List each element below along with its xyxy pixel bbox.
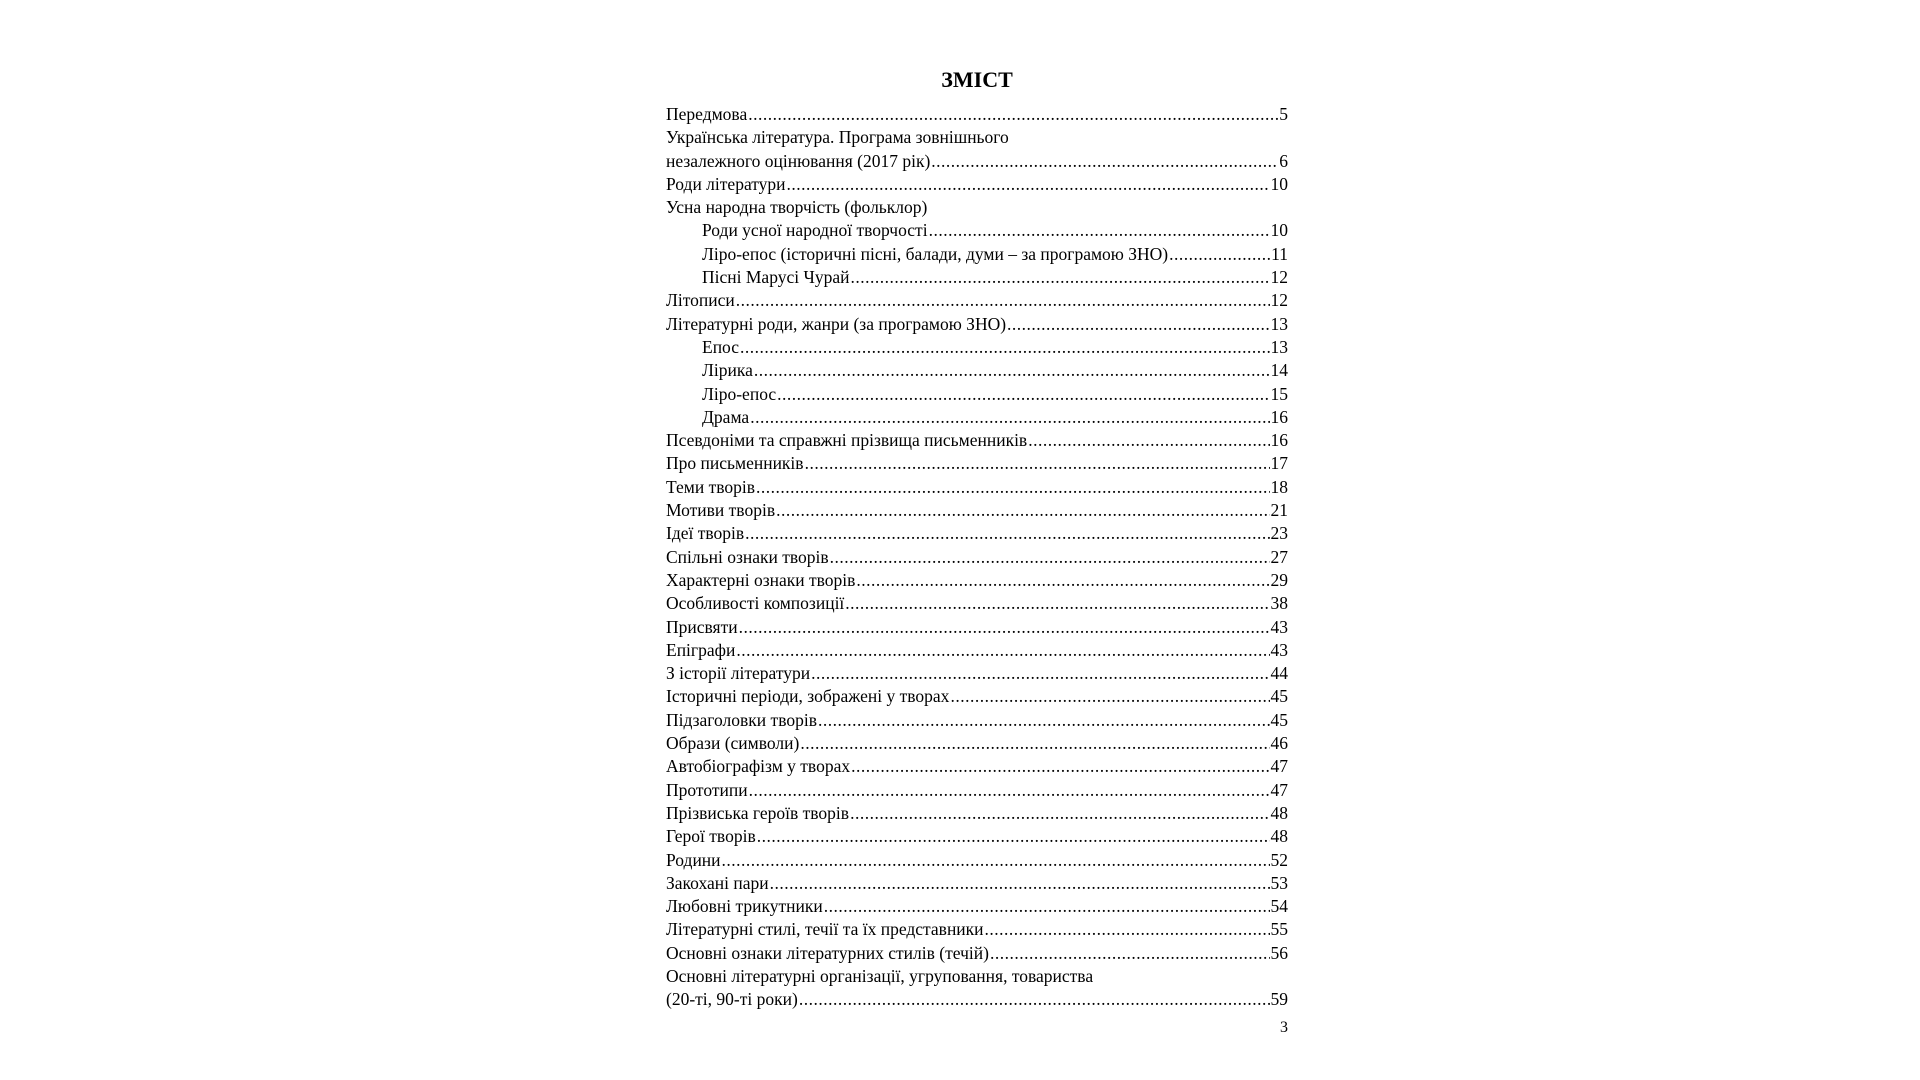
toc-entry-title: Герої творів	[666, 826, 756, 847]
toc-entry	[666, 499, 1288, 522]
toc-entry-page: 43	[1270, 639, 1288, 660]
toc-entry-page: 59	[1270, 989, 1288, 1010]
toc-entry-page: 10	[1270, 173, 1288, 194]
toc-entry	[666, 802, 1288, 825]
toc-entry-title: Літописи	[666, 290, 735, 311]
toc-entry-title: Родини	[666, 849, 721, 870]
toc-dot-leader	[845, 592, 1269, 615]
toc-entry-page: 56	[1270, 942, 1288, 963]
toc-entry-title: Прототипи	[666, 779, 748, 800]
toc-dot-leader	[754, 359, 1270, 382]
toc-entry	[666, 476, 1288, 499]
toc-entry-title: Літературні роди, жанри (за програмою ЗНО)	[666, 313, 1007, 334]
toc-entry-title: (20-ті, 90-ті роки)	[666, 989, 798, 1010]
toc-entry	[666, 429, 1288, 452]
toc-entry-title: Лірика	[702, 360, 753, 381]
toc-dot-leader	[824, 895, 1270, 918]
toc-entry-title: Епос	[702, 336, 740, 357]
toc-entry-page: 47	[1270, 779, 1288, 800]
toc-dot-leader	[950, 685, 1269, 708]
toc-entry-title: Пісні Марусі Чурай	[702, 267, 850, 288]
toc-dot-leader	[850, 802, 1269, 825]
toc-dot-leader	[750, 406, 1269, 429]
toc-entry-page: 45	[1270, 686, 1288, 707]
toc-entry-page: 23	[1270, 523, 1288, 544]
page-number: 3	[1280, 1019, 1288, 1036]
toc-entry-title: Роди усної народної творчості	[702, 220, 928, 241]
toc-entry	[666, 196, 1288, 219]
toc-entry-page: 12	[1270, 267, 1288, 288]
toc-dot-leader	[736, 289, 1270, 312]
toc-entry-page: 12	[1270, 290, 1288, 311]
toc-entry-page: 48	[1270, 802, 1288, 823]
toc-dot-leader	[799, 988, 1270, 1011]
toc-entry-title: незалежного оцінювання (2017 рік)	[666, 150, 931, 171]
toc-entry-title: Теми творів	[666, 476, 756, 497]
toc-entry-page: 10	[1270, 220, 1288, 241]
toc-entry-page: 55	[1270, 919, 1288, 940]
toc-entry-page: 54	[1270, 896, 1288, 917]
toc-entry-title: Літературні стилі, течії та їх представники	[666, 919, 984, 940]
toc-entry	[666, 616, 1288, 639]
toc-dot-leader	[748, 103, 1278, 126]
toc-entry	[666, 639, 1288, 662]
toc-dot-leader	[818, 709, 1270, 732]
toc-dot-leader	[929, 219, 1270, 242]
toc-entry-title: Українська література. Програма зовнішнього	[666, 127, 1009, 148]
toc-entry-title: Підзаголовки творів	[666, 709, 817, 730]
toc-entry-title: Роди літератури	[666, 173, 786, 194]
toc-entry	[666, 592, 1288, 615]
toc-entry-title: Епіграфи	[666, 639, 736, 660]
toc-entry-title: Закохані пари	[666, 872, 769, 893]
toc-dot-leader	[830, 546, 1270, 569]
toc-entry-page: 52	[1270, 849, 1288, 870]
toc-dot-leader	[739, 616, 1270, 639]
toc-entry	[666, 685, 1288, 708]
toc-dot-leader	[1007, 313, 1269, 336]
toc-entry-title: Образи (символи)	[666, 733, 800, 754]
toc-entry-title: Спільні ознаки творів	[666, 546, 829, 567]
toc-entry-page: 13	[1270, 313, 1288, 334]
toc-entry-title: Ліро-епос	[702, 383, 777, 404]
toc-entry	[666, 406, 1288, 429]
toc-entry	[666, 825, 1288, 848]
toc-dot-leader	[985, 918, 1270, 941]
toc-entry-title: Основні ознаки літературних стилів (течій)	[666, 942, 989, 963]
toc-entry	[666, 662, 1288, 685]
toc-entry	[666, 150, 1288, 173]
toc-entry	[666, 755, 1288, 778]
toc-entry-page: 47	[1270, 756, 1288, 777]
toc-entry-page: 27	[1270, 546, 1288, 567]
toc-dot-leader	[787, 173, 1270, 196]
toc-list	[666, 103, 1288, 1012]
toc-entry-page: 21	[1270, 500, 1288, 521]
toc-entry	[666, 732, 1288, 755]
toc-entry-page: 5	[1279, 104, 1288, 124]
toc-dot-leader	[736, 639, 1269, 662]
toc-dot-leader	[757, 825, 1270, 848]
toc-dot-leader	[777, 383, 1269, 406]
toc-dot-leader	[800, 732, 1269, 755]
toc-entry-title: Особливості композиції	[666, 593, 845, 614]
toc-dot-leader	[811, 662, 1269, 685]
toc-entry-title: Усна народна творчість (фольклор)	[666, 197, 928, 218]
toc-dot-leader	[1028, 429, 1269, 452]
toc-entry-page: 14	[1270, 360, 1288, 381]
toc-dot-leader	[931, 150, 1278, 173]
toc-entry-title: Основні літературні організації, угруповання, товариства	[666, 965, 1094, 986]
toc-entry	[666, 452, 1288, 475]
toc-entry-page: 17	[1270, 453, 1288, 474]
toc-entry	[666, 709, 1288, 732]
toc-dot-leader	[756, 476, 1269, 499]
toc-dot-leader	[770, 872, 1270, 895]
toc-entry	[666, 173, 1288, 196]
toc-entry-page: 38	[1270, 593, 1288, 614]
toc-entry-page: 11	[1271, 243, 1288, 264]
toc-entry	[666, 126, 1288, 149]
toc-dot-leader	[990, 942, 1270, 965]
toc-entry	[666, 313, 1288, 336]
toc-dot-leader	[749, 779, 1270, 802]
toc-entry-title: Драма	[702, 406, 750, 427]
toc-entry	[666, 383, 1288, 406]
toc-entry-title: Псевдоніми та справжні прізвища письменників	[666, 430, 1028, 451]
toc-dot-leader	[1169, 243, 1270, 266]
toc-entry	[666, 942, 1288, 965]
toc-dot-leader	[776, 499, 1269, 522]
toc-entry	[666, 895, 1288, 918]
toc-dot-leader	[856, 569, 1269, 592]
toc-entry	[666, 359, 1288, 382]
toc-entry-title: З історії літератури	[666, 663, 811, 684]
toc-entry-title: Ідеї творів	[666, 523, 745, 544]
table-of-contents	[666, 64, 1288, 1012]
toc-entry-page: 15	[1270, 383, 1288, 404]
toc-entry-title: Ліро-епос (історичні пісні, балади, думи – за програмою ЗНО)	[702, 243, 1169, 264]
toc-entry-title: Передмова	[666, 104, 748, 124]
toc-entry	[666, 779, 1288, 802]
toc-entry-title: Характерні ознаки творів	[666, 569, 856, 590]
toc-entry	[666, 872, 1288, 895]
toc-dot-leader	[850, 266, 1269, 289]
toc-entry	[666, 965, 1288, 988]
toc-title: ЗМІСТ	[941, 67, 1013, 92]
toc-entry-title: Автобіографізм у творах	[666, 756, 851, 777]
toc-entry-title: Любовні трикутники	[666, 896, 823, 917]
toc-entry-page: 44	[1270, 663, 1288, 684]
toc-entry	[666, 546, 1288, 569]
toc-entry-title: Про письменників	[666, 453, 804, 474]
toc-entry-page: 13	[1270, 336, 1288, 357]
toc-entry	[666, 849, 1288, 872]
toc-entry	[666, 289, 1288, 312]
toc-dot-leader	[805, 452, 1270, 475]
toc-entry	[666, 569, 1288, 592]
toc-dot-leader	[745, 522, 1269, 545]
toc-entry	[666, 336, 1288, 359]
toc-entry	[666, 243, 1288, 266]
toc-entry	[666, 522, 1288, 545]
toc-entry-page: 48	[1270, 826, 1288, 847]
toc-dot-leader	[740, 336, 1269, 359]
toc-entry-page: 29	[1270, 569, 1288, 590]
toc-entry-page: 53	[1270, 872, 1288, 893]
toc-entry	[666, 266, 1288, 289]
toc-dot-leader	[851, 755, 1269, 778]
toc-entry-title: Прізвиська героїв творів	[666, 802, 850, 823]
toc-entry-page: 16	[1270, 430, 1288, 451]
toc-entry-page: 16	[1270, 406, 1288, 427]
toc-entry-page: 45	[1270, 709, 1288, 730]
toc-entry-title: Присвяти	[666, 616, 738, 637]
toc-entry	[666, 918, 1288, 941]
toc-entry	[666, 988, 1288, 1011]
toc-entry	[666, 103, 1288, 126]
toc-entry-page: 46	[1270, 733, 1288, 754]
toc-entry-page: 43	[1270, 616, 1288, 637]
toc-entry-page: 6	[1279, 150, 1288, 171]
toc-entry-title: Історичні періоди, зображені у творах	[666, 686, 950, 707]
toc-entry-title: Мотиви творів	[666, 500, 776, 521]
toc-entry	[666, 219, 1288, 242]
toc-dot-leader	[722, 849, 1270, 872]
toc-entry-page: 18	[1270, 476, 1288, 497]
